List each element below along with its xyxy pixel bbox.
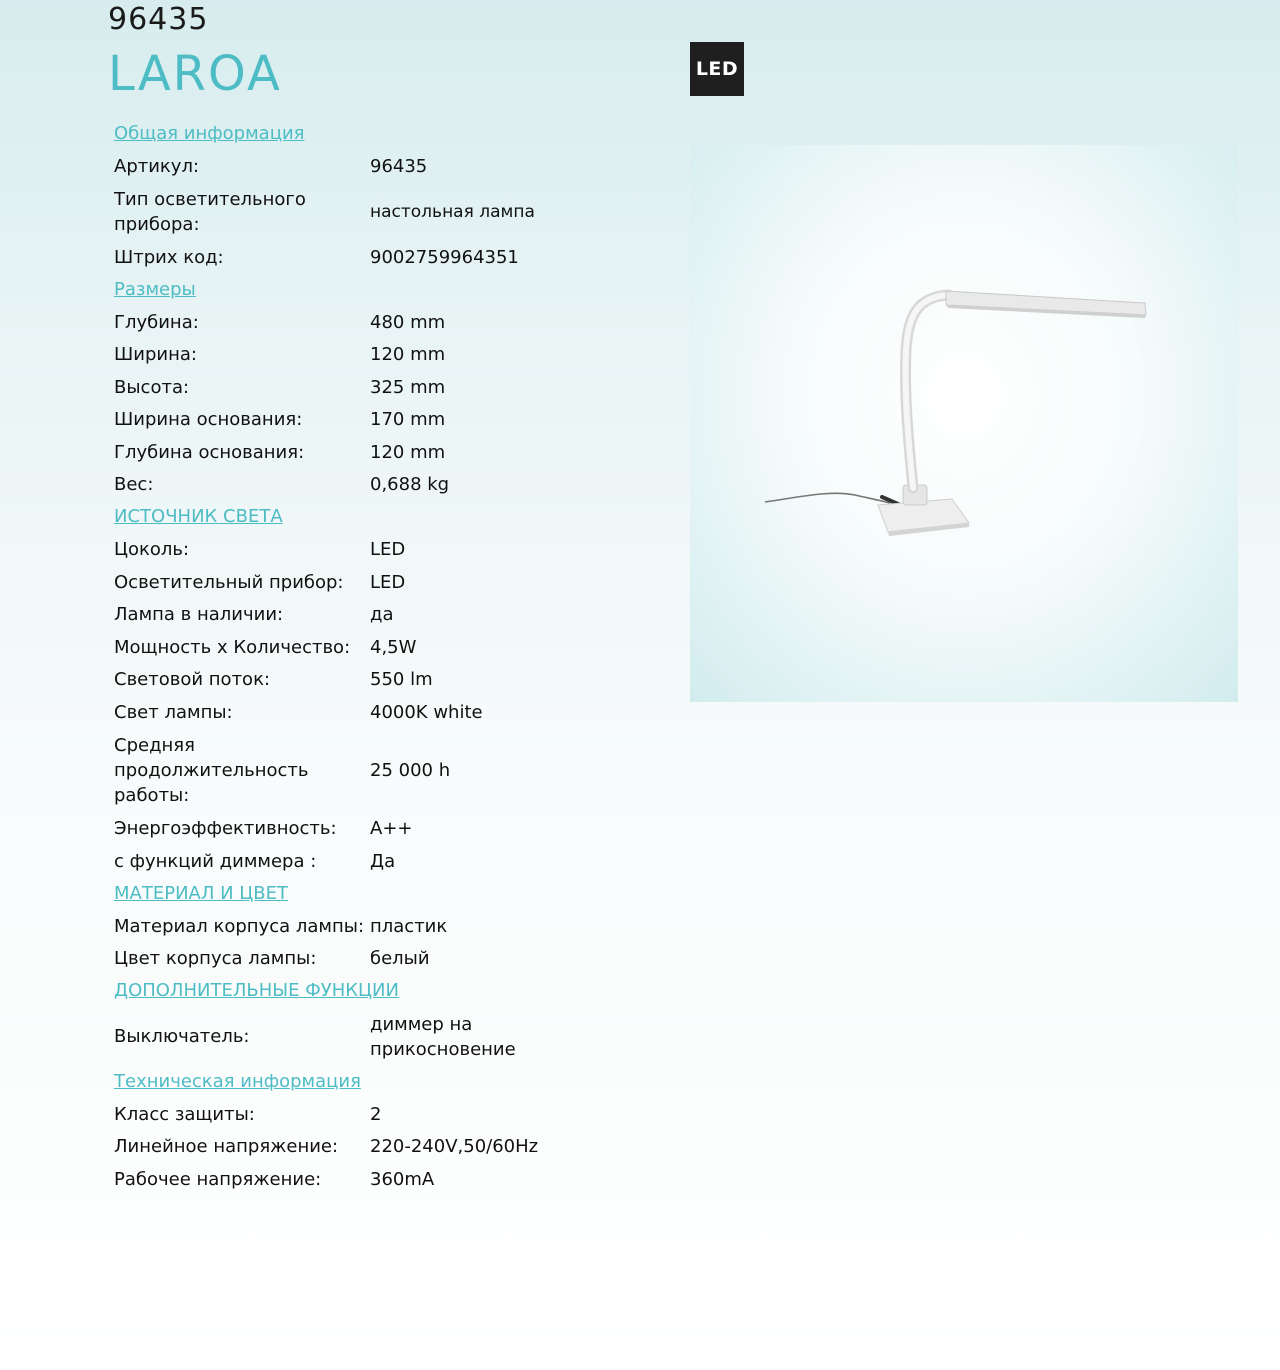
spec-row [114,306,574,339]
spec-label: Выключатель: [114,1026,250,1047]
spec-row [114,943,574,976]
spec-value: 325 mm [370,376,446,398]
spec-label: Ширина: [114,344,197,366]
desk-lamp-illustration [690,145,1238,702]
spec-row [114,1098,574,1131]
spec-row [114,1131,574,1164]
spec-label: Материал корпуса лампы: [114,915,365,937]
spec-value: 4000K white [370,701,483,723]
spec-row [114,1163,574,1196]
spec-row [114,845,574,878]
spec-label: Глубина основания: [114,441,305,463]
spec-label: Глубина: [114,311,199,333]
spec-row [114,469,574,502]
spec-value: 9002759964351 [370,246,519,268]
spec-label: Энергоэффективность: [114,818,337,840]
section-link-general[interactable]: Общая информация [114,123,305,144]
spec-label: Класс защиты: [114,1103,255,1125]
spec-label: Осветительный прибор: [114,571,344,593]
product-name: LAROA [108,46,282,102]
spec-row [114,436,574,469]
spec-label: Мощность x Количество: [114,636,351,658]
spec-row [114,151,574,184]
spec-value: диммер на прикосновение [370,1013,516,1060]
spec-value: 4,5W [370,636,417,658]
spec-row [114,599,574,632]
section-link-material-color[interactable]: МАТЕРИАЛ И ЦВЕТ [114,882,288,904]
spec-row [114,534,574,567]
section-link-technical-info[interactable]: Техническая информация [114,1070,361,1092]
spec-row [114,339,574,372]
spec-value: настольная лампа [370,201,535,222]
spec-value: 550 lm [370,669,433,691]
section-link-dimensions[interactable]: Размеры [114,278,196,300]
spec-row [114,404,574,437]
spec-row [114,910,574,943]
spec-label: Высота: [114,376,190,398]
spec-value: 25 000 h [370,760,451,781]
led-badge: LED [690,42,744,96]
spec-value: Да [370,850,396,872]
spec-value: A++ [370,818,413,840]
spec-label: Артикул: [114,156,200,178]
spec-value: 170 mm [370,409,446,431]
spec-value: LED [370,571,406,593]
spec-row [114,1008,574,1066]
spec-row [114,241,574,274]
spec-label: Штрих код: [114,246,224,268]
spec-label: Линейное напряжение: [114,1136,339,1158]
spec-row [114,813,574,846]
spec-value: 220-240V,50/60Hz [370,1136,539,1158]
spec-value: 0,688 kg [370,474,450,496]
spec-label: Вес: [114,474,154,496]
spec-value: 96435 [370,156,428,178]
section-link-light-source[interactable]: ИСТОЧНИК СВЕТА [114,506,283,527]
spec-label: Лампа в наличии: [114,604,284,626]
spec-list [114,118,574,1196]
spec-label: Световой поток: [114,669,271,691]
spec-value: белый [370,948,430,970]
spec-value: да [370,604,394,626]
spec-row [114,183,574,241]
product-image [690,145,1238,702]
spec-value: пластик [370,915,448,937]
spec-value: 120 mm [370,441,446,463]
spec-label: Средняя продолжительность работы: [114,735,309,806]
section-link-extra-functions[interactable]: ДОПОЛНИТЕЛЬНЫЕ ФУНКЦИИ [114,980,399,1001]
spec-row [114,631,574,664]
spec-row [114,729,574,813]
spec-value: 2 [370,1103,382,1125]
spec-row [114,566,574,599]
spec-row [114,696,574,729]
spec-label: Свет лампы: [114,701,233,723]
spec-label: Ширина основания: [114,409,303,431]
spec-value: 120 mm [370,344,446,366]
article-number: 96435 [108,2,209,37]
spec-value: 360mA [370,1168,435,1190]
spec-label: Цвет корпуса лампы: [114,948,317,970]
spec-label: Рабочее напряжение: [114,1168,322,1190]
spec-label: Цоколь: [114,539,190,561]
spec-label: с функций диммера : [114,850,317,872]
spec-label: Тип осветительного прибора: [114,189,306,235]
spec-value: LED [370,539,406,561]
spec-row [114,371,574,404]
spec-value: 480 mm [370,311,446,333]
spec-row [114,664,574,697]
